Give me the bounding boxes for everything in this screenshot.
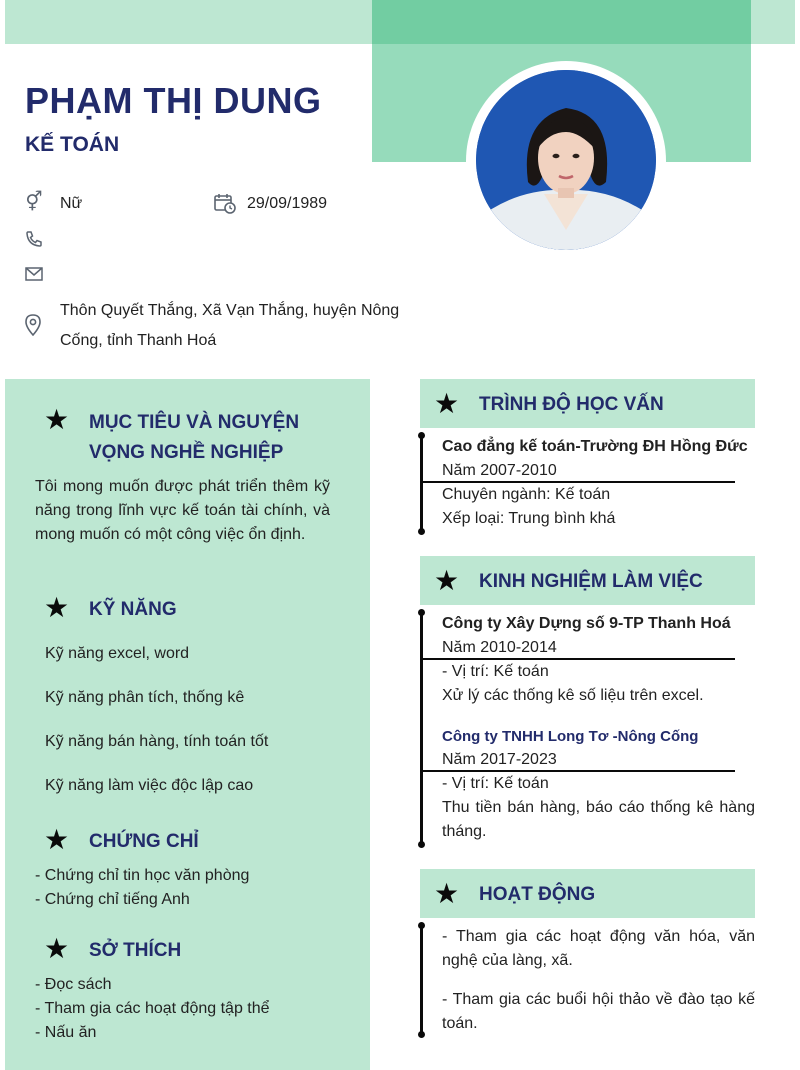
star-icon: ★ [44,592,70,623]
certificate-item: - Chứng chỉ tiếng Anh [35,891,190,908]
experience-title: KINH NGHIỆM LÀM VIỆC [479,571,703,592]
education-title: TRÌNH ĐỘ HỌC VẤN [479,394,664,415]
timeline-dot [418,1031,425,1038]
avatar [476,70,656,250]
timeline-dot [418,841,425,848]
location-pin-icon [23,314,43,341]
timeline-line [420,612,423,845]
activity-item: - Tham gia các buổi hội thảo về đào tạo kế toán. [442,991,755,1032]
education-years: Năm 2007-2010 [442,462,557,479]
star-icon: ★ [44,824,70,855]
skill-item: Kỹ năng bán hàng, tính toán tốt [45,733,269,750]
envelope-icon [24,266,44,286]
job-company: Công ty TNHH Long Tơ -Nông Cống [442,728,699,745]
job-years: Năm 2017-2023 [442,751,557,768]
job-position: - Vị trí: Kế toán [442,775,549,792]
objective-text: Tôi mong muốn được phát triển thêm kỹ năng trong lĩnh vực kế toán tài chính, và mong muốn có một công việc ổn định. [35,478,330,543]
star-icon: ★ [434,388,460,419]
skill-item: Kỹ năng làm việc độc lập cao [45,777,254,794]
skill-item: Kỹ năng phân tích, thống kê [45,689,245,706]
timeline-dot [418,528,425,535]
star-icon: ★ [434,565,460,596]
birthdate-value: 29/09/1989 [247,195,328,212]
hobby-item: - Tham gia các hoạt động tập thể [35,1000,270,1017]
hobbies-title: SỞ THÍCH [89,940,182,961]
gender-value: Nữ [60,195,83,212]
star-icon: ★ [44,933,70,964]
skills-title: KỸ NĂNG [89,599,177,620]
activities-title: HOẠT ĐỘNG [479,884,596,905]
education-school: Cao đẳng kế toán-Trường ĐH Hồng Đức [442,438,748,455]
job-description: Xử lý các thống kê số liệu trên excel. [442,687,704,704]
objective-title-line1: MỤC TIÊU VÀ NGUYỆN [89,412,300,433]
hobby-item: - Nấu ăn [35,1024,97,1041]
certificates-title: CHỨNG CHỈ [89,831,199,852]
timeline-line [420,435,423,532]
candidate-name: PHẠM THỊ DUNG [25,80,322,121]
header-accent-overlap [372,0,751,44]
job-description: Thu tiền bán hàng, báo cáo thống kê hàng tháng. [442,799,755,840]
job-years: Năm 2010-2014 [442,639,557,656]
gender-icon: ⚥ [25,192,43,213]
objective-title-line2: VỌNG NGHỀ NGHIỆP [89,442,284,463]
calendar-icon [214,192,234,219]
hobby-item: - Đọc sách [35,976,112,993]
star-icon: ★ [434,878,460,909]
education-grade: Xếp loại: Trung bình khá [442,510,616,527]
skill-item: Kỹ năng excel, word [45,645,190,662]
certificate-item: - Chứng chỉ tin học văn phòng [35,867,250,884]
job-company: Công ty Xây Dựng số 9-TP Thanh Hoá [442,615,731,632]
phone-icon [24,230,44,253]
address-value: Thôn Quyết Thắng, Xã Vạn Thắng, huyện Nông Cống, tỉnh Thanh Hoá [60,302,400,349]
job-title: KẾ TOÁN [25,133,120,156]
activity-item: - Tham gia các hoạt động văn hóa, văn nghệ của làng, xã. [442,928,755,969]
job-position: - Vị trí: Kế toán [442,663,549,680]
education-major: Chuyên ngành: Kế toán [442,486,611,503]
timeline-line [420,925,423,1035]
star-icon: ★ [44,404,70,435]
